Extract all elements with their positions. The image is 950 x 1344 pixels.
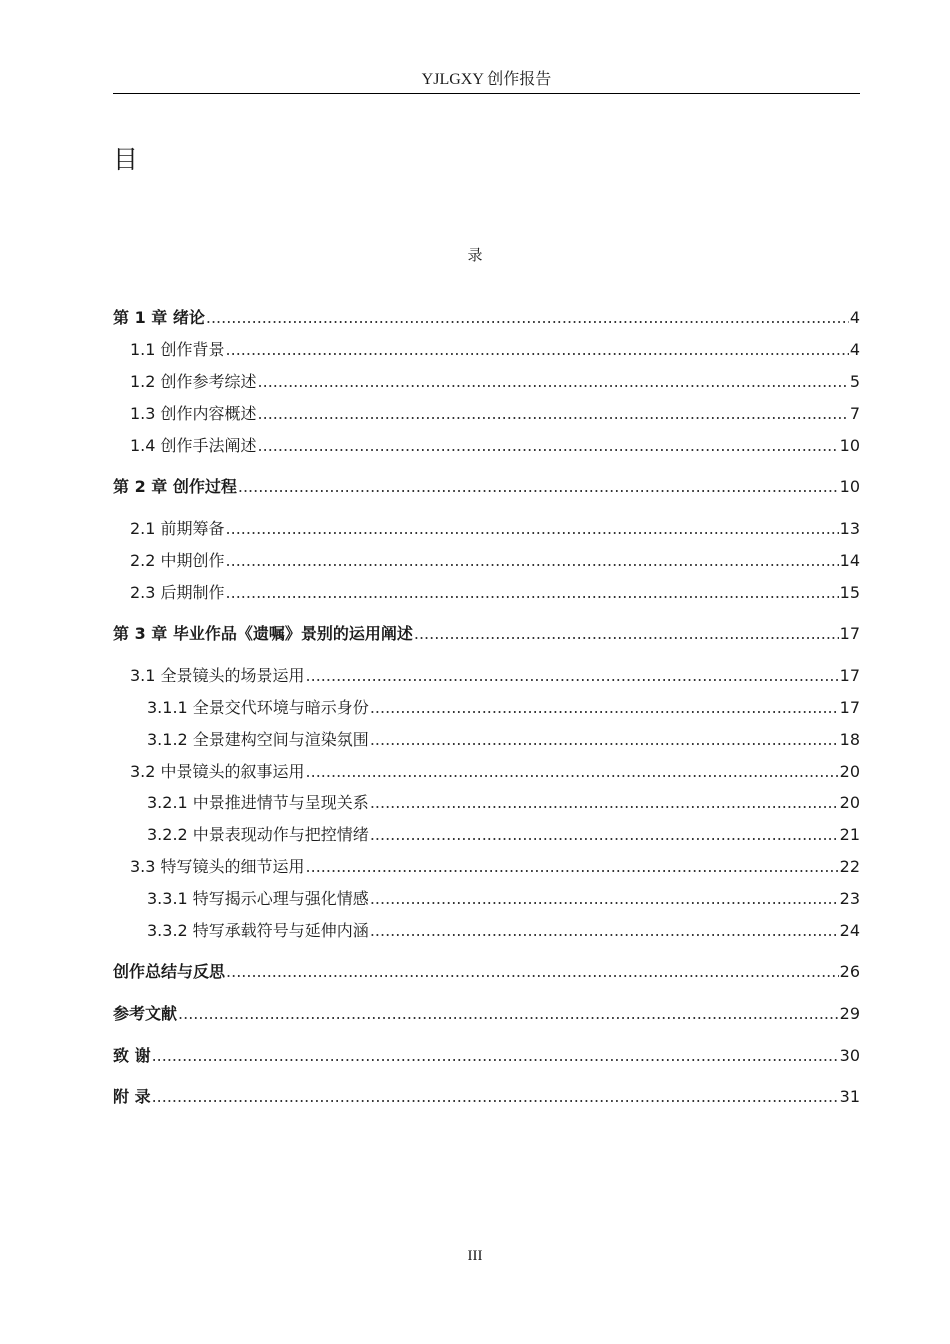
toc-entry[interactable]: [113, 433, 860, 459]
toc-entry[interactable]: [113, 727, 860, 753]
toc-entry-page: 17: [839, 624, 860, 643]
toc-dot-leader: [370, 918, 839, 944]
toc-entry-page: 20: [839, 793, 860, 812]
toc-dot-leader: [226, 580, 839, 606]
toc-dot-leader: [206, 305, 849, 331]
toc-entry-label: 创作总结与反思: [113, 962, 226, 981]
toc-entry-label: 第 2 章 创作过程: [113, 477, 237, 496]
toc-dot-leader: [370, 695, 839, 721]
toc-entry-label: 3.3 特写镜头的细节运用: [130, 857, 305, 876]
toc-entry-label: 2.2 中期创作: [130, 551, 225, 570]
toc-entry[interactable]: [113, 474, 860, 500]
toc-dot-leader: [152, 1084, 839, 1110]
toc-dot-leader: [258, 433, 839, 459]
toc-title-main: 目: [113, 145, 139, 174]
toc-entry-label: 3.1.1 全景交代环境与暗示身份: [147, 698, 369, 717]
toc-dot-leader: [226, 548, 839, 574]
toc-dot-leader: [414, 621, 839, 647]
toc-entry-page: 10: [839, 477, 860, 496]
toc-entry-page: 7: [849, 404, 860, 423]
toc-entry[interactable]: [113, 918, 860, 944]
toc-entry-label: 参考文献: [113, 1004, 178, 1023]
toc-entry[interactable]: [113, 516, 860, 542]
toc-entry-page: 22: [839, 857, 860, 876]
toc-entry[interactable]: [113, 886, 860, 912]
toc-entry-label: 1.4 创作手法阐述: [130, 436, 257, 455]
toc-entry-label: 2.1 前期筹备: [130, 519, 225, 538]
toc-dot-leader: [370, 822, 839, 848]
toc-entry-label: 2.3 后期制作: [130, 583, 225, 602]
toc-entry-label: 1.1 创作背景: [130, 340, 225, 359]
toc-entry[interactable]: [113, 305, 860, 331]
toc-entry[interactable]: [113, 1001, 860, 1027]
page-number: III: [467, 1248, 483, 1264]
toc-dot-leader: [226, 959, 839, 985]
toc-entry[interactable]: [113, 369, 860, 395]
toc-entry[interactable]: [113, 1084, 860, 1110]
toc-entry-label: 3.3.2 特写承载符号与延伸内涵: [147, 921, 369, 940]
toc-entry-page: 4: [849, 340, 860, 359]
toc-entry-page: 26: [839, 962, 860, 981]
toc-entry[interactable]: [113, 759, 860, 785]
toc-entry-page: 18: [839, 730, 860, 749]
toc-dot-leader: [226, 337, 849, 363]
toc-entry-page: 15: [839, 583, 860, 602]
toc-entry[interactable]: [113, 663, 860, 689]
toc-entry[interactable]: [113, 401, 860, 427]
toc-dot-leader: [152, 1043, 839, 1069]
toc-dot-leader: [226, 516, 839, 542]
toc-entry-page: 31: [839, 1087, 860, 1106]
toc-dot-leader: [370, 790, 839, 816]
toc-dot-leader: [306, 663, 839, 689]
toc-entry[interactable]: [113, 337, 860, 363]
toc-entry-page: 17: [839, 666, 860, 685]
toc-entry-label: 1.2 创作参考综述: [130, 372, 257, 391]
toc-entry[interactable]: [113, 1043, 860, 1069]
toc-entry-page: 30: [839, 1046, 860, 1065]
toc-dot-leader: [370, 886, 839, 912]
toc-entry[interactable]: [113, 580, 860, 606]
toc-entry-page: 14: [839, 551, 860, 570]
toc-entry-label: 第 3 章 毕业作品《遗嘱》景别的运用阐述: [113, 624, 413, 643]
toc-entry-page: 20: [839, 762, 860, 781]
toc-entry[interactable]: [113, 790, 860, 816]
toc-entry-label: 附 录: [113, 1087, 151, 1106]
toc-dot-leader: [306, 854, 839, 880]
toc-entry-page: 13: [839, 519, 860, 538]
toc-entry-page: 10: [839, 436, 860, 455]
toc-entry[interactable]: [113, 621, 860, 647]
toc-dot-leader: [306, 759, 839, 785]
toc-dot-leader: [370, 727, 839, 753]
toc-entry[interactable]: [113, 548, 860, 574]
toc-entry-label: 第 1 章 绪论: [113, 308, 205, 327]
toc-entry[interactable]: [113, 695, 860, 721]
toc-entry-label: 1.3 创作内容概述: [130, 404, 257, 423]
toc-entry-page: 29: [839, 1004, 860, 1023]
toc-entry-label: 3.2.2 中景表现动作与把控情绪: [147, 825, 369, 844]
toc-dot-leader: [258, 401, 849, 427]
toc-entry-page: 23: [839, 889, 860, 908]
toc-entry-page: 5: [849, 372, 860, 391]
toc-entry-page: 4: [849, 308, 860, 327]
toc-dot-leader: [178, 1001, 839, 1027]
toc-entry[interactable]: [113, 822, 860, 848]
toc-title-sub: 录: [467, 246, 483, 264]
toc-entry-page: 21: [839, 825, 860, 844]
toc-dot-leader: [238, 474, 839, 500]
toc-dot-leader: [258, 369, 849, 395]
toc-entry-label: 3.3.1 特写揭示心理与强化情感: [147, 889, 369, 908]
toc-entry-label: 3.1.2 全景建构空间与渲染氛围: [147, 730, 369, 749]
toc-entry-label: 3.2 中景镜头的叙事运用: [130, 762, 305, 781]
toc-entry-label: 致 谢: [113, 1046, 151, 1065]
toc-entry[interactable]: [113, 959, 860, 985]
toc-entry-page: 24: [839, 921, 860, 940]
page-header: YJLGXY 创作报告: [113, 68, 860, 94]
toc-entry-label: 3.1 全景镜头的场景运用: [130, 666, 305, 685]
toc-entry-page: 17: [839, 698, 860, 717]
toc-entry[interactable]: [113, 854, 860, 880]
toc-entry-label: 3.2.1 中景推进情节与呈现关系: [147, 793, 369, 812]
